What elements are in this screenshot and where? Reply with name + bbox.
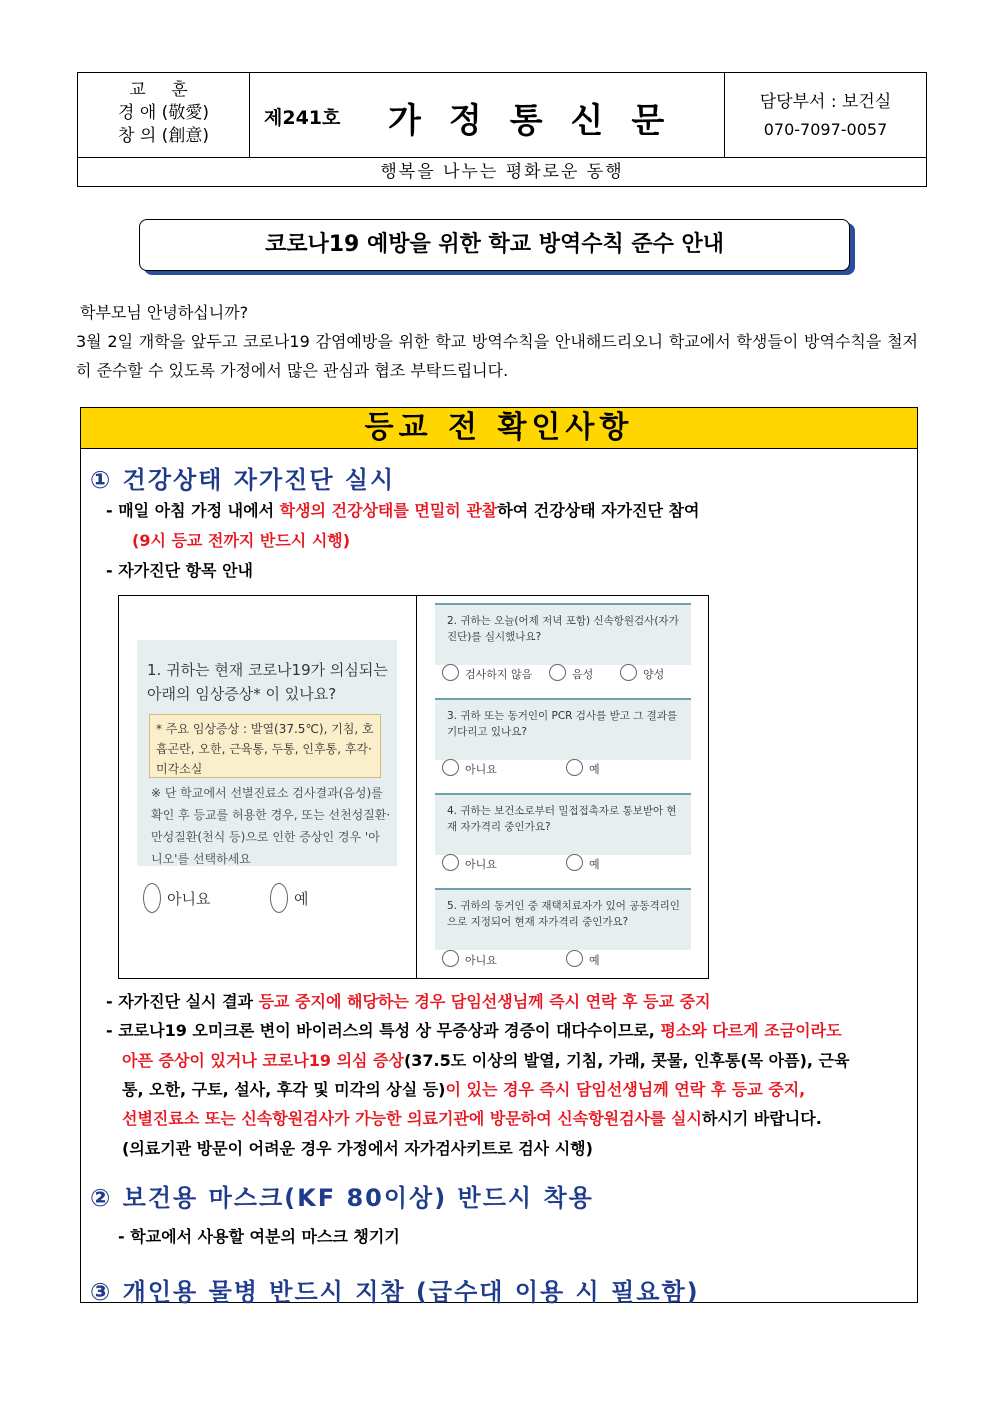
school-motto [78,73,250,157]
question-2 [435,603,691,665]
issue-number: 제241호 [264,107,341,129]
radio-label: 예 [589,763,600,776]
item1-line1 [106,496,699,525]
radio-negative[interactable] [549,664,566,681]
notice-banner: 코로나19 예방을 위한 학교 방역수칙 준수 안내 [139,219,850,271]
newsletter-header [77,72,927,187]
self-diagnosis-survey [118,595,709,979]
question-text: 3. 귀하 또는 동거인이 PCR 검사를 받고 그 결과를 기다리고 있나요? [447,710,678,738]
department: 담당부서 : 보건실 [759,92,892,112]
department-info [724,73,926,157]
radio-yes[interactable] [566,950,583,967]
radio-label: 예 [589,954,600,967]
highlight-text: 선별진료소 또는 신속항원검사가 가능한 의료기관에 방문하여 신속항원검사를 실시 [122,1109,702,1128]
highlight-text: 아픈 증상이 있거나 코로나19 의심 증상 [122,1051,404,1070]
result-line2 [106,1016,842,1045]
warning-note: ※ 단 학교에서 선별진료소 검사결과(음성)를 확인 후 등교를 허용한 경우, 또는 선천성질환·만성질환(천식 등)으로 인한 증상인 경우 '아니오'를 선택하세요 [151,786,391,866]
text: - 코로나19 오미크론 변이 바이러스의 특성 상 무증상과 경증이 대다수이므로, [106,1021,661,1040]
item2-title: ② 보건용 마스크(KF 80이상) 반드시 착용 [90,1184,594,1212]
radio-label: 예 [294,890,309,908]
radio-no[interactable] [442,759,459,776]
item3-title: ③ 개인용 물병 반드시 지참 (급수대 이용 시 필요함) [90,1278,700,1306]
radio-no[interactable] [143,883,161,913]
result-line6: (의료기관 방문이 어려운 경우 가정에서 자가검사키트로 검사 시행) [122,1139,593,1158]
result-line4 [122,1075,805,1104]
motto-line: 창 의 (創意) [118,126,209,146]
radio-yes[interactable] [270,883,288,913]
radio-positive[interactable] [620,664,637,681]
radio-label: 아니요 [167,890,211,908]
question-1 [137,640,397,866]
highlight-text: 등교 중지에 해당하는 경우 담임선생님께 즉시 연락 후 등교 중지 [258,992,711,1011]
result-line5 [122,1104,822,1133]
question-text: 2. 귀하는 오늘(어제 저녁 포함) 신속항원검사(자가진단)를 실시했나요? [447,615,679,643]
question-4 [435,793,691,855]
highlight-text: 학생의 건강상태를 면밀히 관찰 [279,501,498,520]
text: 통, 오한, 구토, 설사, 후각 및 미각의 상실 등) [122,1080,446,1099]
item1-title: ① 건강상태 자가진단 실시 [90,466,396,494]
radio-label: 아니요 [465,954,497,967]
radio-label: 검사하지 않음 [465,668,533,681]
radio-label: 양성 [643,668,665,681]
divider [416,596,417,978]
result-line1 [106,987,711,1016]
text: - 매일 아침 가정 내에서 [106,501,280,520]
radio-label: 아니요 [465,763,497,776]
radio-yes[interactable] [566,854,583,871]
item1-line3: - 자가진단 항목 안내 [106,561,253,580]
question-text: 4. 귀하는 보건소로부터 밀접접촉자로 통보받아 현재 자가격리 중인가요? [447,805,677,833]
radio-no[interactable] [442,950,459,967]
motto-line: 교 훈 [129,80,198,100]
radio-label: 예 [589,858,600,871]
text: (37.5도 이상의 발열, 기침, 가래, 콧물, 인후통(목 아픔), 근육 [403,1051,850,1070]
result-line3 [122,1046,849,1075]
highlight-text: 이 있는 경우 즉시 담임선생님께 연락 후 등교 중지, [445,1080,806,1099]
radio-no[interactable] [442,854,459,871]
newsletter-title: 가정통신문 [388,101,693,141]
motto-line: 경 애 (敬愛) [118,103,209,123]
question-text: 5. 귀하의 동거인 중 재택치료자가 있어 공동격리인으로 지정되어 현재 자가격리 중인가요? [447,900,680,928]
radio-label: 아니요 [465,858,497,871]
intro-paragraph: 3월 2일 개학을 앞두고 코로나19 감염예방을 위한 학교 방역수칙을 안내해드리오니 학교에서 학생들이 방역수칙을 철저히 준수할 수 있도록 가정에서 많은 관심과 협조 부탁드립니다. [76,332,918,380]
question-3 [435,698,691,760]
symptom-note: * 주요 임상증상 : 발열(37.5℃), 기침, 호흡곤란, 오한, 근육통, 두통, 인후통, 후각·미각소실 [149,714,381,778]
question-text: 1. 귀하는 현재 코로나19가 의심되는 아래의 임상증상* 이 있나요? [147,661,388,703]
item1-line2: (9시 등교 전까지 반드시 시행) [132,531,351,550]
text: - 자가진단 실시 결과 [106,992,259,1011]
radio-yes[interactable] [566,759,583,776]
radio-label: 음성 [572,668,594,681]
text: 하여 건강상태 자가진단 참여 [497,501,700,520]
radio-not-tested[interactable] [442,664,459,681]
item2-line: - 학교에서 사용할 여분의 마스크 챙기기 [118,1227,400,1246]
school-slogan: 행복을 나누는 평화로운 동행 [78,157,926,187]
greeting: 학부모님 안녕하십니까? [80,303,249,322]
phone-number: 070-7097-0057 [763,120,888,139]
text: 하시기 바랍니다. [701,1109,822,1128]
question-5 [435,888,691,950]
highlight-text: 평소와 다르게 조금이라도 [660,1021,842,1040]
section-title: 등교 전 확인사항 [81,408,917,449]
